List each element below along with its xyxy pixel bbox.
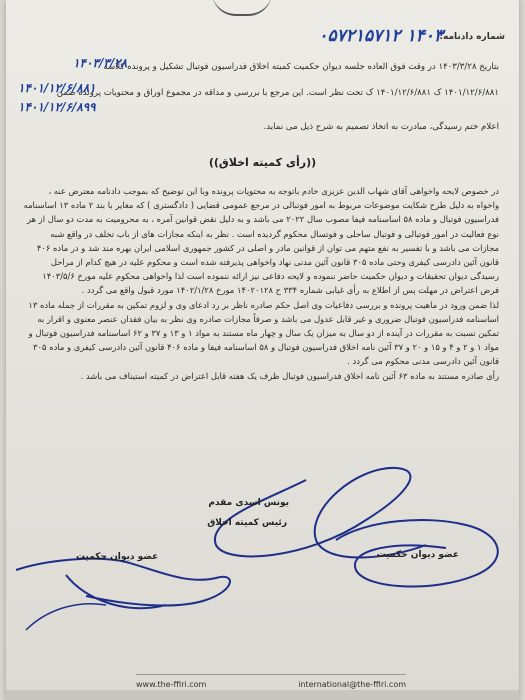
header-line-1: بتاریخ ۱۴۰۳/۳/۲۸ در وقت فوق العاده جلسه دیوان حکمیت کمیته اخلاق فدراسیون فوتبال تشکیل و پرونده کلاسه — [103, 62, 499, 72]
verdict-line: مواد ۱ و ۲ و ۴ و ۱۵ و ۲۰ و ۳۷ آئین نامه اخلاق فدراسیون فوتبال و ۵۸ اساسنامه فیفا و ماده ۴۰۶ قانون آئین دادرسی کیفری و ماده ۳۰۵ — [33, 342, 499, 353]
verdict-title: ((رأی کمیته اخلاق)) — [208, 156, 317, 169]
verdict-line: لذا ضمن ورود در ماهیت پرونده و بررسی دفاعیات وی اصل حکم صادره ناظر بر رد ادعای وی و لزوم تمکین به مقررات از جمله ماده ۱۳ — [28, 299, 499, 310]
chair-title: رئیس کمیته اخلاق — [207, 518, 287, 528]
verdict-line: نوع فعالیت در امور فوتبالی و فوتبال ساحلی و فوتسال محکوم گردیده است . نظر به اینکه مجازات های از باب تخلف در واقع شبه — [50, 228, 499, 239]
signatures-drawing — [6, 0, 519, 700]
case-number-handwritten-2: ۱۴۰۱/۱۲/۶/۸۹۹ — [18, 100, 96, 114]
signature-member-left — [16, 559, 230, 608]
chair-name: یونس اسدی مقدم — [208, 498, 289, 508]
member-left-title: عضو دیوان حکمیت — [76, 552, 159, 562]
header-line-2: ۱۴۰۱/۱۲/۶/۸۸۱ ک ۱۴۰۱/۱۲/۶/۸۸۱ ک تحت نظر است. این مرجع با بررسی و مداقه در مجموع اوراق و محتویات پرونده ضمن — [56, 88, 499, 98]
verdict-line: در خصوص لایحه واخواهی آقای شهاب الدین عزیزی خادم باتوجه به محتویات پرونده وبا این توضیح که بموجب دادنامه معترض عنه ، — [48, 186, 499, 196]
verdict-line: فرض اعتراض در مهلت پس از اطلاع به رأی غیابی شماره ۳۳۴ ح ۱۴۰۲۰۱۲۸ مورخ ۱۴۰۲/۱/۲۸ مورد قبول واقع می گردد . — [81, 285, 499, 296]
verdict-line: واخواه به دلیل طرح شکایت موضوعات مربوط به امور فوتبالی در مرجع عمومی قضایی ( دادگستری ) که مغایر با بند ۲ ماده ۱۳ اساسنامه — [23, 200, 499, 211]
footer-email: international@the-ffiri.com — [298, 679, 406, 689]
verdict-number-label: شماره دادنامه: — [439, 32, 505, 42]
session-date-handwritten: ۱۴۰۳/۳/۲۸ — [73, 56, 127, 70]
signature-left-tail — [26, 604, 106, 630]
verdict-line: اساسنامه فدراسیون فوتبال ضروری و غیر قابل عدول می باشد و صرفاً مجازات صادره وی نظر به بیان فقدان عنصر معنوی و اقرار به — [37, 313, 499, 324]
verdict-line: فدراسیون فوتبال و ماده ۵۸ اساسنامه فیفا مصوب سال ۲۰۲۲ می باشد و به دلیل نقض قوانین آمره ، به محرومیت به مدت دو سال از هر — [26, 214, 499, 225]
header-line-3: اعلام ختم رسیدگی، مبادرت به اتخاذ تصمیم به شرح ذیل می نماید. — [263, 122, 499, 132]
verdict-number-handwritten: ۱۴۰۳ ۰۵۷۲۱۵۷۱۲ — [318, 26, 443, 46]
verdict-line: تمکین نسبت به مقررات در آینده از دو سال به میزان یک سال و چهار ماه مستند به مواد ۱ و ۱۳ و ۳۷ و ۶۲ اساسنامه فدراسیون فوتبال و — [28, 328, 499, 339]
signature-chair — [215, 468, 426, 558]
document-page — [6, 0, 519, 700]
verdict-line: قانون آئین دادرسی مدنی محکوم می گردد . — [347, 356, 499, 367]
verdict-line: مجازات می باشد و با تفسیر به نفع متهم می توان از قوانین مادر و اصلی در کشور جمهوری اسلامی ایران بهره مند شد و در ماده ۴۰۶ — [36, 242, 499, 253]
member-right-title: عضو دیوان حکمیت — [376, 550, 459, 560]
footer-website: www.the-ffiri.com — [136, 679, 207, 689]
verdict-line: رأی صادره مستند به ماده ۶۳ آئین نامه اخلاق فدراسیون فوتبال ظرف یک هفته قابل اعتراض در کمیته استیناف می باشد . — [80, 370, 499, 381]
footer-bar — [6, 690, 519, 700]
verdict-line: قانون آئین دادرسی کیفری وحتی ماده ۳۰۵ قانون آئین مدنی نهاد واخواهی پذیرفته شده است و محکوم علیه در هیچ کدام از مراحل — [50, 257, 499, 268]
verdict-line: رسیدگی دیوان تحقیقات و دیوان حکمیت حاضر ننموده و لایحه دفاعی نیز ارائه ننموده است لذا واخواهی محکوم علیه مورخ ۱۴۰۳/۵/۶ — [42, 271, 499, 282]
case-number-handwritten-1: ۱۴۰۱/۱۲/۶/۸۸۱ — [18, 81, 96, 95]
